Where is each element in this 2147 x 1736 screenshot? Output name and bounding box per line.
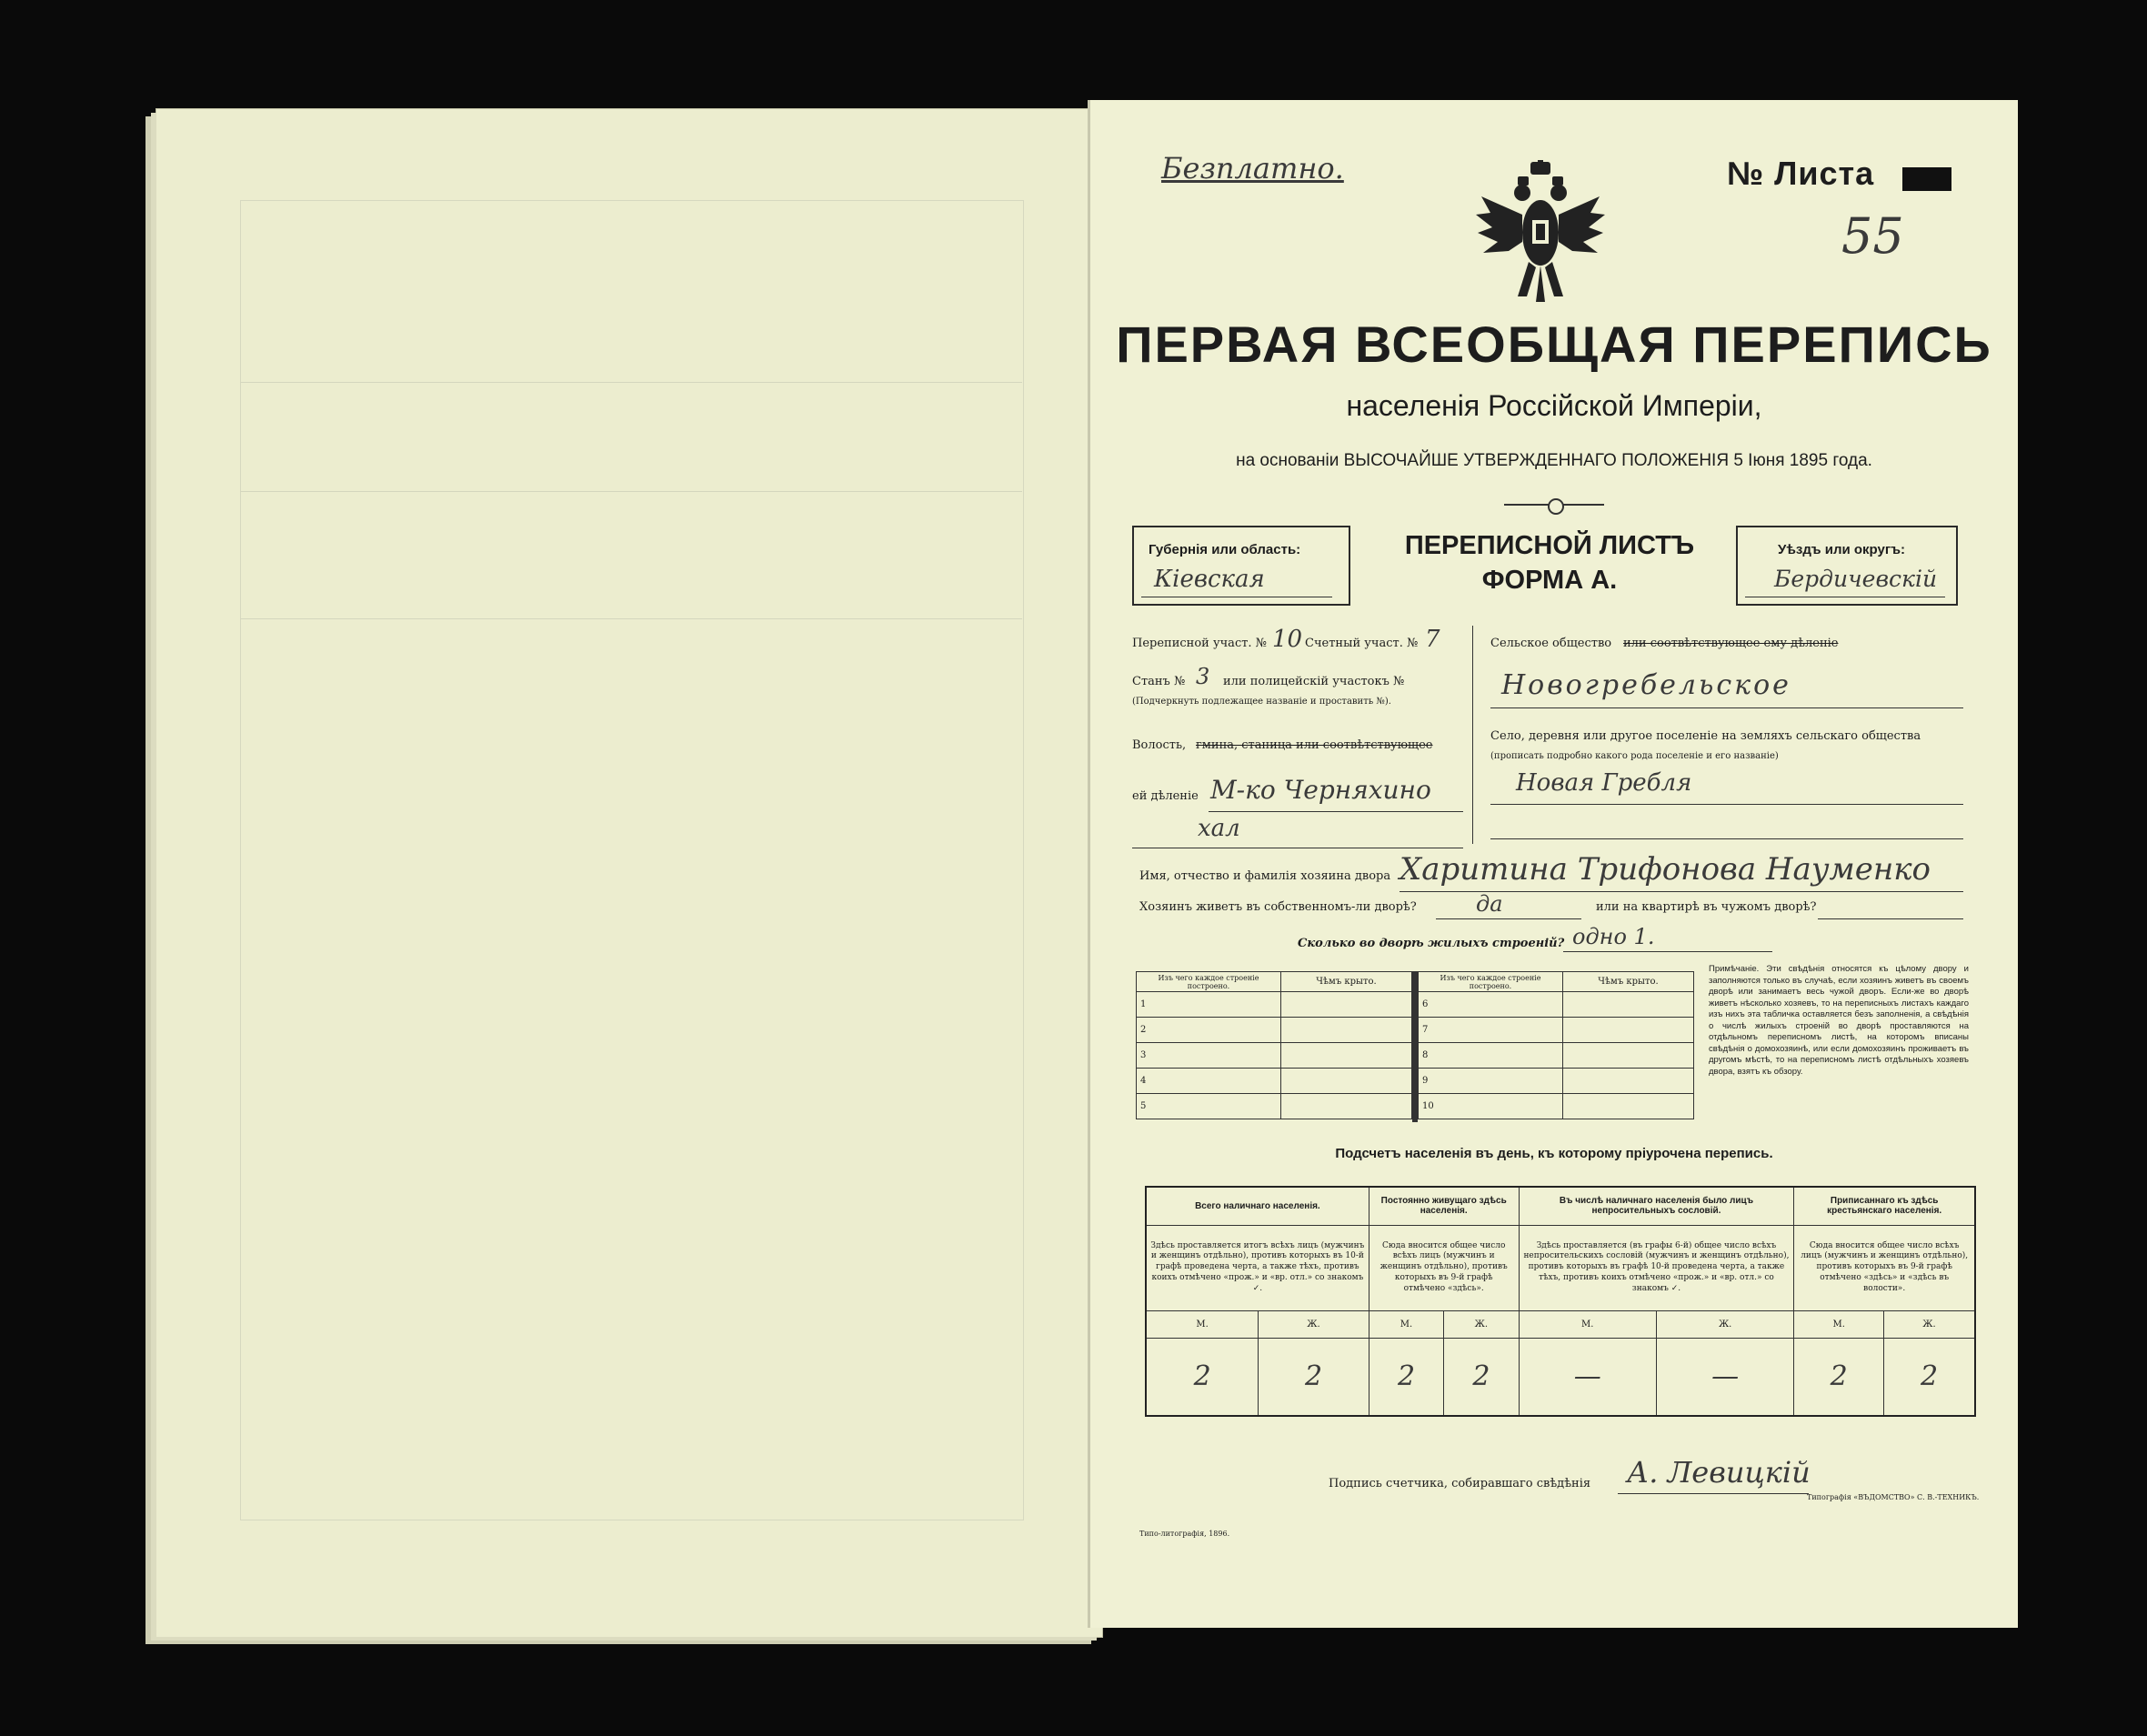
sheet-title: ПЕРЕПИСНОЙ ЛИСТЪ: [1404, 531, 1695, 560]
buildings-row-num: 1: [1137, 992, 1281, 1018]
volost-value-2: хал: [1198, 815, 1240, 842]
ghost-line: [240, 382, 1022, 383]
printer-right: Типографія «ВЪДОМСТВО» С. В.-ТЕХНИКЪ.: [1807, 1493, 1980, 1501]
signature-value: А. Левицкій: [1627, 1455, 1811, 1490]
summary-heading: Подсчетъ населенія въ день, къ которому пріурочена перепись.: [1335, 1146, 1773, 1161]
selo-value: Новая Гребля: [1516, 769, 1692, 797]
volost-value: М-ко Черняхино: [1210, 775, 1431, 805]
stan-note: (Подчеркнуть подлежащее названіе и проставить №).: [1132, 697, 1391, 707]
buildings-label: Сколько во дворѣ жилыхъ строеній?: [1298, 937, 1565, 950]
buildings-row-num: 5: [1137, 1094, 1281, 1119]
stan-rest: или полицейскій участокъ №: [1223, 675, 1405, 688]
summary-value: 2: [1444, 1338, 1519, 1416]
summary-value: 2: [1369, 1338, 1443, 1416]
double-headed-eagle-icon: [1472, 160, 1609, 306]
ghost-line: [240, 491, 1022, 492]
buildings-row-num: 3: [1137, 1043, 1281, 1069]
free-label: Безплатно.: [1161, 151, 1344, 186]
buildings-row-num: 10: [1419, 1094, 1563, 1119]
buildings-table-left: [1136, 971, 1412, 1119]
form-letter: ФОРМА А.: [1481, 566, 1618, 595]
owner-value: Харитина Трифонова Науменко: [1400, 851, 1931, 888]
summary-value: 2: [1884, 1338, 1975, 1416]
gubernia-label: Губернія или область:: [1149, 542, 1301, 557]
obschestvo-underline: [1490, 707, 1963, 708]
obschestvo-value: Новогребельское: [1501, 669, 1791, 701]
buildings-underline: [1563, 951, 1772, 952]
female-header: Ж.: [1259, 1310, 1369, 1338]
lives-label: Хозяинъ живетъ въ собственномъ-ли дворѣ?: [1139, 900, 1417, 914]
selo-underline: [1490, 804, 1963, 805]
summary-table: [1145, 1186, 1976, 1417]
summary-col-note: Сюда вносится общее число всѣхъ лицъ (мужчинъ и женщинъ отдѣльно), противъ которыхъ въ 9-й графѣ отмѣчено «здѣсь».: [1369, 1225, 1519, 1310]
census-form-page: [1088, 100, 2018, 1628]
summary-col-note: Здѣсь проставляется (въ графы 6-й) общее число всѣхъ непросительскихъ сословій (мужчинъ и женщинъ отдѣльно), противъ которыхъ въ графѣ 10-й проведена черта, а также тѣхъ, противъ коихъ отмѣчено «прож.» и «вр. отл.» со знакомъ ✓.: [1519, 1225, 1794, 1310]
selo-note: (прописать подробно какого рода поселеніе и его названіе): [1490, 751, 1779, 761]
selo-underline-2: [1490, 838, 1963, 839]
signature-underline: [1618, 1493, 1809, 1494]
male-header: М.: [1519, 1310, 1656, 1338]
perepis-uchastok-value: 10: [1272, 626, 1303, 653]
printer-left: Типо-литографія, 1896.: [1139, 1530, 1230, 1538]
buildings-note: Примѣчаніе. Эти свѣдѣнія относятся къ цѣлому двору и заполняются только въ случаѣ, если хозяинъ живетъ въ своемъ дворѣ или занимаетъ весь чужой дворъ. Если-же во дворѣ живетъ нѣсколько хозяевъ, то на переписныхъ листахъ каждаго изъ нихъ эта табличка оставляется безъ заполненія, а свѣдѣнія о числѣ жилыхъ строеній во дворѣ проставляются на отдѣльномъ переписномъ листѣ, на которомъ вписаны свѣдѣнія о домохозяинѣ, или если домохозяинъ проживаетъ въ другомъ мѣстѣ, то на переписномъ листѣ отдѣльныхъ хозяевъ двора, взятъ къ обзору.: [1709, 964, 1969, 1077]
buildings-value: одно 1.: [1572, 924, 1655, 949]
summary-col-header: Всего наличнаго населенія.: [1146, 1187, 1369, 1225]
buildings-col3-header: Изъ чего каждое строеніе построено.: [1419, 972, 1563, 992]
column-divider: [1472, 626, 1473, 844]
summary-value: 2: [1146, 1338, 1259, 1416]
obschestvo-strike: или соотвѣтствующее ему дѣленіе: [1623, 637, 1839, 650]
perepis-uchastok-label: Переписной участ. №: [1132, 637, 1267, 650]
sheet-number-label: № Листа: [1727, 155, 1875, 192]
schetny-uchastok-value: 7: [1425, 626, 1440, 653]
buildings-col4-header: Чѣмъ крыто.: [1563, 972, 1694, 992]
male-header: М.: [1369, 1310, 1443, 1338]
female-header: Ж.: [1444, 1310, 1519, 1338]
buildings-row-num: 4: [1137, 1069, 1281, 1094]
stan-label: Станъ №: [1132, 675, 1186, 688]
female-header: Ж.: [1656, 1310, 1793, 1338]
lives-rest-underline: [1818, 918, 1963, 919]
gubernia-value: Кіевская: [1154, 566, 1265, 593]
male-header: М.: [1794, 1310, 1884, 1338]
ornament-center: [1548, 498, 1564, 515]
summary-col-note: Здѣсь проставляется итогъ всѣхъ лицъ (мужчинъ и женщинъ отдѣльно), противъ которыхъ въ 10-й графѣ проведена черта, а также тѣхъ, противъ коихъ отмѣчено «прож.» и «вр. отл.» со знакомъ ✓.: [1146, 1225, 1369, 1310]
selo-label: Село, деревня или другое поселеніе на земляхъ сельскаго общества: [1490, 729, 1921, 743]
left-page: [156, 109, 1102, 1637]
summary-col-header: Постоянно живущаго здѣсь населенія.: [1369, 1187, 1519, 1225]
summary-col-header: Въ числѣ наличнаго населенія было лицъ непросительныхъ сословій.: [1519, 1187, 1794, 1225]
buildings-col1-header: Изъ чего каждое строеніе построено.: [1137, 972, 1281, 992]
census-subtitle: населенія Россійской Имперіи,: [1346, 389, 1762, 422]
census-decree: на основаніи ВЫСОЧАЙШЕ УТВЕРЖДЕННАГО ПОЛОЖЕНІЯ 5 Іюня 1895 года.: [1236, 451, 1872, 470]
male-header: М.: [1146, 1310, 1259, 1338]
signature-label: Подпись счетчика, собиравшаго свѣдѣнія: [1329, 1477, 1591, 1490]
buildings-row-num: 7: [1419, 1018, 1563, 1043]
stan-value: 3: [1196, 664, 1210, 689]
volost-label-2: ей дѣленіе: [1132, 789, 1199, 803]
ghost-frame: [240, 200, 1024, 1520]
buildings-row-num: 6: [1419, 992, 1563, 1018]
buildings-row-num: 9: [1419, 1069, 1563, 1094]
owner-label: Имя, отчество и фамилія хозяина двора: [1139, 869, 1391, 883]
volost-label: Волость,: [1132, 738, 1187, 752]
summary-value: —: [1656, 1338, 1793, 1416]
volost-underline: [1209, 811, 1463, 812]
sheet-number-value: 55: [1841, 207, 1904, 265]
buildings-row-num: 2: [1137, 1018, 1281, 1043]
uezd-value: Бердичевскій: [1774, 566, 1938, 592]
obschestvo-label: Сельское общество: [1490, 637, 1612, 650]
lives-value: да: [1476, 891, 1503, 917]
summary-value: 2: [1794, 1338, 1884, 1416]
buildings-table-right: [1418, 971, 1694, 1119]
lives-rest: или на квартирѣ въ чужомъ дворѣ?: [1596, 900, 1817, 914]
buildings-col2-header: Чѣмъ крыто.: [1281, 972, 1412, 992]
summary-value: —: [1519, 1338, 1656, 1416]
redaction-mark: [1902, 167, 1951, 191]
summary-col-note: Сюда вносится общее число всѣхъ лицъ (мужчинъ и женщинъ отдѣльно), противъ которыхъ въ 9-й графѣ отмѣчено «здѣсь» и «здѣсь въ волости».: [1794, 1225, 1975, 1310]
schetny-uchastok-label: Счетный участ. №: [1305, 637, 1419, 650]
buildings-row-num: 8: [1419, 1043, 1563, 1069]
female-header: Ж.: [1884, 1310, 1975, 1338]
uezd-label: Уѣздъ или округъ:: [1778, 542, 1906, 557]
lives-underline: [1436, 918, 1581, 919]
summary-col-header: Приписаннаго къ здѣсь крестьянскаго населенія.: [1794, 1187, 1975, 1225]
ghost-line: [240, 618, 1022, 619]
summary-value: 2: [1259, 1338, 1369, 1416]
volost-strike: гмина, станица или соотвѣтствующее: [1196, 738, 1433, 752]
census-title: ПЕРВАЯ ВСЕОБЩАЯ ПЕРЕПИСЬ: [1116, 316, 1992, 373]
